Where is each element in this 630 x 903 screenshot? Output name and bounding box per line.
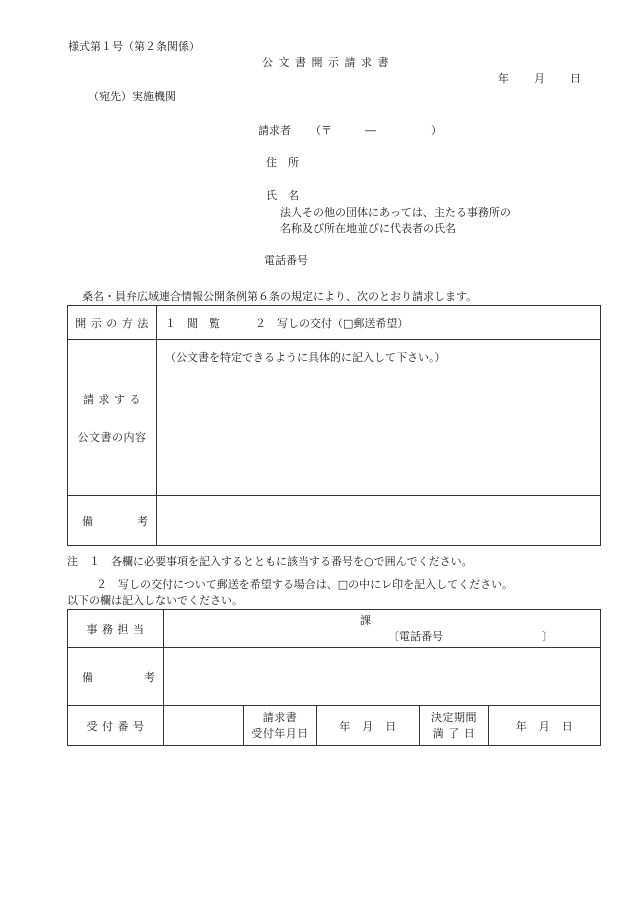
method-options-cell — [157, 306, 601, 340]
content-field[interactable] — [157, 340, 601, 496]
deadline-label — [420, 706, 489, 746]
staff-phone-bracket: 〔電話番号 〕 — [388, 630, 553, 643]
receipt-row — [68, 706, 601, 746]
postal-code-field: （〒 ― ） — [310, 124, 442, 137]
request-table — [67, 305, 601, 546]
office-remarks-label-a: 備 — [82, 670, 93, 684]
office-remarks-field — [164, 648, 601, 706]
method-label: 開 示 の 方 法 — [68, 306, 157, 340]
note-2: ２ 写しの交付について郵送を希望する場合は、□の中にレ印を記入してください。 — [96, 578, 514, 591]
remarks-label-a: 備 — [82, 514, 93, 528]
remarks-label-cell — [68, 496, 157, 546]
remarks-row — [68, 496, 601, 546]
requester-label: 請求者 — [258, 124, 291, 137]
receipt-number-field — [164, 706, 244, 746]
content-label-line-1: 請 求 す る — [83, 392, 141, 406]
option-copy-delivery: ２ 写しの交付（□郵送希望） — [255, 316, 409, 330]
receipt-number-label: 受 付 番 号 — [68, 706, 164, 746]
deadline-date-field: 年 月 日 — [489, 706, 601, 746]
phone-label: 電話番号 — [264, 254, 308, 267]
content-label-line-2: 公文書の内容 — [77, 430, 147, 444]
staff-field — [164, 610, 601, 648]
content-row — [68, 340, 601, 496]
received-date-label-line-1: 請求書 — [262, 711, 298, 725]
section-label: 課 — [360, 614, 371, 627]
content-hint: （公文書を特定できるように具体的に記入して下さい。） — [165, 351, 446, 364]
staff-row — [68, 610, 601, 648]
method-row — [68, 306, 601, 340]
office-table — [67, 609, 601, 746]
office-remarks-row — [68, 648, 601, 706]
addressee: （宛先）実施機関 — [88, 90, 176, 103]
remarks-field[interactable] — [157, 496, 601, 546]
deadline-label-line-2: 満 了 日 — [432, 726, 476, 740]
document-title: 公 文 書 開 示 請 求 書 — [262, 56, 390, 69]
corporation-note-line-2: 名称及び所在地並びに代表者の氏名 — [280, 222, 456, 235]
name-label: 氏 名 — [266, 189, 299, 202]
remarks-label-b: 考 — [137, 514, 148, 528]
note-1: 注 １ 各欄に必要事項を記入するとともに該当する番号を○で囲んでください。 — [67, 555, 473, 568]
received-date-label — [244, 706, 317, 746]
corporation-note-line-1: 法人その他の団体にあっては、主たる事務所の — [280, 206, 511, 219]
received-date-field: 年 月 日 — [317, 706, 420, 746]
address-label: 住 所 — [266, 156, 299, 169]
office-use-notice: 以下の欄は記入しないでください。 — [67, 594, 243, 607]
office-remarks-label-cell — [68, 648, 164, 706]
deadline-label-line-1: 決定期間 — [431, 711, 477, 725]
staff-label: 事 務 担 当 — [68, 610, 164, 648]
option-inspection: １ 閲 覧 — [165, 316, 220, 330]
content-label-cell — [68, 340, 157, 496]
date-month-label: 月 — [534, 72, 545, 85]
office-remarks-label-b: 考 — [144, 670, 155, 684]
request-statement: 桑名・員弁広域連合情報公開条例第６条の規定により、次のとおり請求します。 — [82, 290, 478, 303]
received-date-label-line-2: 受付年月日 — [251, 726, 309, 740]
date-day-label: 日 — [570, 72, 581, 85]
form-number: 様式第１号（第２条関係） — [68, 40, 200, 53]
date-year-label: 年 — [498, 72, 509, 85]
